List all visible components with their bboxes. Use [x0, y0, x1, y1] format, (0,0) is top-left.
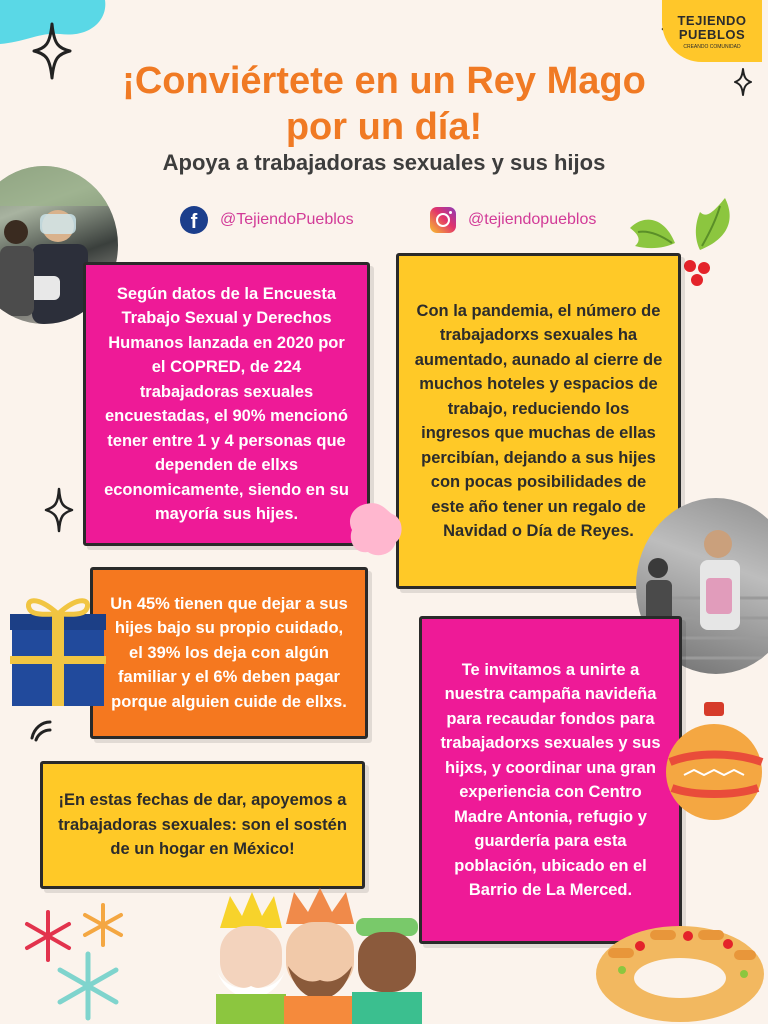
facebook-handle: @TejiendoPueblos [220, 211, 354, 228]
logo-tagline: CREANDO COMUNIDAD [683, 44, 741, 50]
instagram-icon [430, 207, 456, 233]
page-subtitle: Apoya a trabajadoras sexuales y sus hijos [162, 150, 606, 175]
call-to-support-text: ¡En estas fechas de dar, apoyemos a trabajadoras sexuales: son el sostén de un hogar en México! [58, 791, 347, 859]
pandemic-box [396, 253, 681, 589]
gift-icon [6, 590, 110, 710]
ornament-icon [664, 700, 768, 828]
title-line-1: ¡Conviértete en un Rey Mago [122, 60, 646, 102]
survey-data-text: Según datos de la Encuesta Trabajo Sexual y Derechos Humanos lanzada en 2020 por el COPRED, de 224 trabajadoras sexuales encuestadas, el 90% mencionó tener entre 1 y 4 personas que dependen de ellxs economicamente, siendo en su mayoría sus hijes. [104, 284, 349, 523]
three-kings-icon [212, 888, 422, 1024]
campaign-invitation-text: Te invitamos a unirte a nuestra campaña navideña para recaudar fondos para trabajadorxs sexuales y sus hijxs, y coordinar una gran experiencia con Centro Madre Antonia, refugio y guardería para esta población, ubicado en el Barrio de La Merced. [440, 660, 661, 899]
childcare-box [90, 567, 368, 739]
swirl-decoration [28, 718, 52, 742]
sparkle-icon [44, 487, 74, 533]
blob-decoration [346, 500, 406, 560]
logo-line-2: PUEBLOS [678, 27, 746, 42]
childcare-text: Un 45% tienen que dejar a sus hijes bajo su propio cuidado, el 39% los deja con algún familiar y el 6% deben pagar porque alguien cuide de ellxs. [110, 594, 348, 711]
page-title [0, 58, 768, 150]
facebook-link[interactable] [180, 204, 354, 236]
instagram-link[interactable] [430, 204, 596, 236]
snowflake-icon [80, 902, 126, 948]
rosca-icon [588, 908, 768, 1024]
pandemic-text: Con la pandemia, el número de trabajadorxs sexuales ha aumentado, aunado al cierre de muchos hoteles y espacios de trabajo, reduciendo los ingresos que muchas de ellas percibían, dejando a sus hijes con pocas posibilidades de este año tener un regalo de Navidad o Día de Reyes. [414, 301, 663, 540]
tejiendo-pueblos-logo [662, 0, 762, 62]
title-line-2: por un día! [285, 106, 483, 148]
facebook-icon: f [180, 206, 208, 234]
logo-line-1: TEJIENDO [677, 13, 747, 28]
call-to-support-box [40, 761, 365, 889]
instagram-handle: @tejiendopueblos [468, 211, 597, 228]
snowflake-icon [52, 950, 124, 1022]
survey-data-box [83, 262, 370, 546]
campaign-invitation-box [419, 616, 682, 944]
